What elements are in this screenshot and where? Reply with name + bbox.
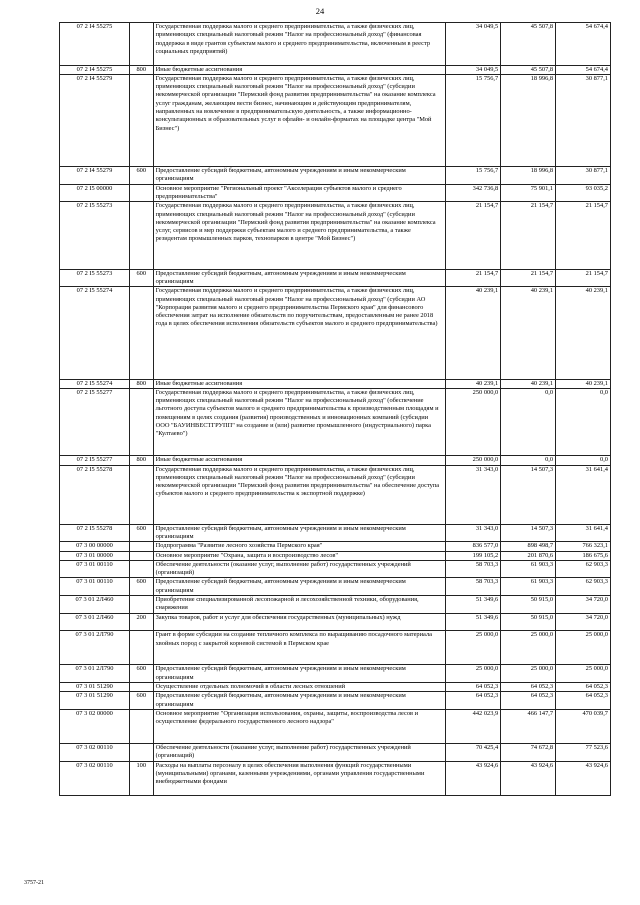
row-expense-type bbox=[129, 465, 153, 524]
table-row bbox=[60, 465, 611, 524]
row-value-1: 21 154,7 bbox=[446, 269, 501, 287]
row-value-1: 15 756,7 bbox=[446, 74, 501, 166]
table-row bbox=[60, 74, 611, 166]
row-value-3: 43 924,6 bbox=[556, 761, 611, 795]
row-description: Иные бюджетные ассигнования bbox=[153, 456, 446, 465]
row-description: Предоставление субсидий бюджетным, автономным учреждениям и иным некоммерческим организациям bbox=[153, 167, 446, 185]
row-expense-type: 200 bbox=[129, 613, 153, 631]
table-row bbox=[60, 596, 611, 614]
row-description: Государственная поддержка малого и среднего предпринимательства, а также физических лиц, применяющих специальный налоговый режим "Налог на профессиональный доход" (субсидии некоммерческой организации "Пермский фонд развития предпринимательства" на оказание комплекса услуг, сервисов и мер поддержки субъектам малого и среднего предпринимательства, а также резидентам промышленных парков, технопарков в центре "Мой Бизнес") bbox=[153, 202, 446, 269]
row-value-2: 45 507,8 bbox=[501, 65, 556, 74]
row-value-2: 64 052,3 bbox=[501, 692, 556, 710]
row-value-1: 64 052,3 bbox=[446, 682, 501, 691]
row-value-3: 77 523,6 bbox=[556, 744, 611, 762]
row-code: 07 2 I4 55275 bbox=[60, 23, 130, 66]
row-expense-type: 600 bbox=[129, 269, 153, 287]
table-row bbox=[60, 167, 611, 185]
row-value-2: 201 870,6 bbox=[501, 551, 556, 560]
row-expense-type bbox=[129, 551, 153, 560]
row-expense-type bbox=[129, 23, 153, 66]
row-description: Государственная поддержка малого и среднего предпринимательства, а также физических лиц, применяющих специальный налоговый режим "Налог на профессиональный доход" (финансовая поддержка в виде грантов субъектам малого и среднего предпринимательства, включенным в реестр социальных предприятий) bbox=[153, 23, 446, 66]
row-value-2: 40 239,1 bbox=[501, 379, 556, 388]
row-code: 07 3 02 00110 bbox=[60, 761, 130, 795]
row-value-2: 40 239,1 bbox=[501, 287, 556, 379]
row-expense-type: 800 bbox=[129, 456, 153, 465]
row-description: Предоставление субсидий бюджетным, автономным учреждениям и иным некоммерческим организациям bbox=[153, 665, 446, 683]
row-expense-type bbox=[129, 74, 153, 166]
row-expense-type bbox=[129, 542, 153, 551]
row-value-1: 58 703,3 bbox=[446, 560, 501, 578]
row-value-2: 25 000,0 bbox=[501, 665, 556, 683]
row-expense-type: 100 bbox=[129, 761, 153, 795]
table-row bbox=[60, 202, 611, 269]
table-row bbox=[60, 578, 611, 596]
table-row bbox=[60, 560, 611, 578]
row-value-1: 15 756,7 bbox=[446, 167, 501, 185]
table-row bbox=[60, 388, 611, 455]
budget-table bbox=[59, 22, 611, 796]
row-value-3: 54 674,4 bbox=[556, 23, 611, 66]
row-code: 07 3 01 51290 bbox=[60, 682, 130, 691]
table-row bbox=[60, 23, 611, 66]
row-description: Государственная поддержка малого и среднего предпринимательства, а также физических лиц, применяющих специальный налоговый режим "Налог на профессиональный доход" (субсидии некоммерческой организации "Пермский фонд развития предпринимательства" на обеспечение доступа субъектов малого и среднего предпринимательства к экспортной поддержке) bbox=[153, 465, 446, 524]
row-value-3: 34 720,0 bbox=[556, 596, 611, 614]
row-description: Закупка товаров, работ и услуг для обеспечения государственных (муниципальных) нужд bbox=[153, 613, 446, 631]
row-description: Грант в форме субсидии на создание тепличного комплекса по выращиванию посадочного материала хвойных пород с закрытой корневой системой в Пермском крае bbox=[153, 631, 446, 665]
row-expense-type bbox=[129, 560, 153, 578]
row-expense-type bbox=[129, 596, 153, 614]
row-code: 07 2 I5 55273 bbox=[60, 269, 130, 287]
row-value-3: 25 000,0 bbox=[556, 665, 611, 683]
row-code: 07 2 I5 55278 bbox=[60, 465, 130, 524]
row-code: 07 3 01 2Л790 bbox=[60, 665, 130, 683]
row-code: 07 2 I4 55279 bbox=[60, 167, 130, 185]
row-code: 07 3 01 2Л460 bbox=[60, 596, 130, 614]
row-value-3: 31 641,4 bbox=[556, 524, 611, 542]
row-value-3: 470 039,7 bbox=[556, 709, 611, 743]
table-row bbox=[60, 613, 611, 631]
row-value-2: 50 915,0 bbox=[501, 613, 556, 631]
row-expense-type bbox=[129, 744, 153, 762]
row-value-3: 34 720,0 bbox=[556, 613, 611, 631]
footer-code: 3757-21 bbox=[24, 880, 44, 886]
row-value-1: 199 105,2 bbox=[446, 551, 501, 560]
row-code: 07 2 I5 55278 bbox=[60, 524, 130, 542]
row-value-3: 31 641,4 bbox=[556, 465, 611, 524]
row-value-3: 54 674,4 bbox=[556, 65, 611, 74]
row-value-3: 30 877,1 bbox=[556, 74, 611, 166]
row-value-1: 836 577,0 bbox=[446, 542, 501, 551]
row-code: 07 2 I5 55274 bbox=[60, 379, 130, 388]
row-expense-type bbox=[129, 202, 153, 269]
row-value-1: 34 049,5 bbox=[446, 23, 501, 66]
row-description: Обеспечение деятельности (оказание услуг, выполнение работ) государственных учреждений (организаций) bbox=[153, 560, 446, 578]
row-code: 07 2 I5 55273 bbox=[60, 202, 130, 269]
row-code: 07 3 02 00110 bbox=[60, 744, 130, 762]
row-value-3: 766 323,1 bbox=[556, 542, 611, 551]
row-description: Основное мероприятие "Региональный проект "Акселерация субъектов малого и среднего предпринимательства" bbox=[153, 184, 446, 202]
row-code: 07 3 01 2Л790 bbox=[60, 631, 130, 665]
row-expense-type bbox=[129, 184, 153, 202]
table-row bbox=[60, 744, 611, 762]
table-row bbox=[60, 269, 611, 287]
row-value-2: 14 507,3 bbox=[501, 465, 556, 524]
row-code: 07 3 01 00110 bbox=[60, 560, 130, 578]
row-value-2: 25 000,0 bbox=[501, 631, 556, 665]
row-value-1: 250 000,0 bbox=[446, 456, 501, 465]
row-expense-type: 800 bbox=[129, 379, 153, 388]
row-description: Предоставление субсидий бюджетным, автономным учреждениям и иным некоммерческим организациям bbox=[153, 269, 446, 287]
row-value-2: 466 147,7 bbox=[501, 709, 556, 743]
row-value-1: 25 000,0 bbox=[446, 631, 501, 665]
row-expense-type: 600 bbox=[129, 578, 153, 596]
row-code: 07 2 I5 55277 bbox=[60, 388, 130, 455]
row-value-1: 342 736,8 bbox=[446, 184, 501, 202]
row-value-3: 30 877,1 bbox=[556, 167, 611, 185]
table-row bbox=[60, 184, 611, 202]
row-value-1: 43 924,6 bbox=[446, 761, 501, 795]
row-description: Расходы на выплаты персоналу в целях обеспечения выполнения функций государственными (муниципальными) органами, казенными учреждениями, органами управления государственными внебюджетными фондами bbox=[153, 761, 446, 795]
row-value-3: 21 154,7 bbox=[556, 269, 611, 287]
row-value-1: 58 703,3 bbox=[446, 578, 501, 596]
row-description: Подпрограмма "Развитие лесного хозяйства Пермского края" bbox=[153, 542, 446, 551]
row-description: Иные бюджетные ассигнования bbox=[153, 65, 446, 74]
row-value-1: 442 023,9 bbox=[446, 709, 501, 743]
row-value-3: 21 154,7 bbox=[556, 202, 611, 269]
row-expense-type bbox=[129, 388, 153, 455]
row-description: Предоставление субсидий бюджетным, автономным учреждениям и иным некоммерческим организациям bbox=[153, 578, 446, 596]
row-value-2: 21 154,7 bbox=[501, 202, 556, 269]
table-row bbox=[60, 682, 611, 691]
row-description: Предоставление субсидий бюджетным, автономным учреждениям и иным некоммерческим организациям bbox=[153, 524, 446, 542]
row-expense-type bbox=[129, 709, 153, 743]
row-value-2: 64 052,3 bbox=[501, 682, 556, 691]
row-description: Приобретение специализированной лесопожарной и лесохозяйственной техники, оборудования, снаряжения bbox=[153, 596, 446, 614]
row-description: Основное мероприятие "Охрана, защита и воспроизводство лесов" bbox=[153, 551, 446, 560]
row-code: 07 3 01 00110 bbox=[60, 578, 130, 596]
row-expense-type bbox=[129, 631, 153, 665]
row-value-2: 45 507,8 bbox=[501, 23, 556, 66]
row-value-3: 40 239,1 bbox=[556, 287, 611, 379]
table-row bbox=[60, 631, 611, 665]
row-value-1: 64 052,3 bbox=[446, 692, 501, 710]
row-value-3: 0,0 bbox=[556, 388, 611, 455]
table-row bbox=[60, 761, 611, 795]
row-value-2: 50 915,0 bbox=[501, 596, 556, 614]
row-value-2: 0,0 bbox=[501, 388, 556, 455]
row-value-2: 14 507,3 bbox=[501, 524, 556, 542]
row-value-3: 0,0 bbox=[556, 456, 611, 465]
row-value-1: 31 343,0 bbox=[446, 465, 501, 524]
row-description: Осуществление отдельных полномочий в области лесных отношений bbox=[153, 682, 446, 691]
row-expense-type: 600 bbox=[129, 524, 153, 542]
row-value-2: 18 996,8 bbox=[501, 74, 556, 166]
row-code: 07 3 02 00000 bbox=[60, 709, 130, 743]
row-value-3: 186 675,6 bbox=[556, 551, 611, 560]
row-value-1: 250 000,0 bbox=[446, 388, 501, 455]
row-description: Государственная поддержка малого и среднего предпринимательства, а также физических лиц, применяющих специальный налоговый режим "Налог на профессиональный доход" (субсидии АО "Корпорация развития малого и среднего предпринимательства Пермского края" для финансового обеспечения затрат на исполнение обязательств по поручительствам, предоставленным не ранее 2018 года в целях обеспечения исполнения обязательств субъектов малого и среднего предпринимательства) bbox=[153, 287, 446, 379]
row-code: 07 3 00 00000 bbox=[60, 542, 130, 551]
row-value-1: 31 343,0 bbox=[446, 524, 501, 542]
row-value-3: 62 903,3 bbox=[556, 578, 611, 596]
page-number: 24 bbox=[315, 6, 325, 16]
row-value-2: 898 498,7 bbox=[501, 542, 556, 551]
table-row bbox=[60, 65, 611, 74]
row-expense-type: 800 bbox=[129, 65, 153, 74]
row-value-3: 25 000,0 bbox=[556, 631, 611, 665]
row-expense-type: 600 bbox=[129, 692, 153, 710]
row-value-2: 43 924,6 bbox=[501, 761, 556, 795]
row-value-1: 51 349,6 bbox=[446, 613, 501, 631]
table-row bbox=[60, 287, 611, 379]
row-value-1: 40 239,1 bbox=[446, 379, 501, 388]
row-code: 07 2 I4 55279 bbox=[60, 74, 130, 166]
row-description: Обеспечение деятельности (оказание услуг, выполнение работ) государственных учреждений (организаций) bbox=[153, 744, 446, 762]
table-row bbox=[60, 379, 611, 388]
table-row bbox=[60, 524, 611, 542]
row-value-3: 64 052,3 bbox=[556, 682, 611, 691]
row-expense-type bbox=[129, 287, 153, 379]
row-value-1: 70 425,4 bbox=[446, 744, 501, 762]
row-code: 07 2 I4 55275 bbox=[60, 65, 130, 74]
row-value-2: 75 901,1 bbox=[501, 184, 556, 202]
row-code: 07 2 I5 00000 bbox=[60, 184, 130, 202]
row-expense-type: 600 bbox=[129, 665, 153, 683]
row-description: Государственная поддержка малого и среднего предпринимательства, а также физических лиц, применяющих специальный налоговый режим "Налог на профессиональный доход" (обеспечение льготного доступа субъектов малого и среднего предпринимательства к производственным площадям и помещениям в целях создания (развития) производственных и инновационных компаний (субсидии ООО "БАУИНВЕСТГРУПП" на создание и (или) развитие промышленного (индустриального) парка "Култаево") bbox=[153, 388, 446, 455]
row-value-2: 74 672,8 bbox=[501, 744, 556, 762]
row-description: Государственная поддержка малого и среднего предпринимательства, а также физических лиц, применяющих специальный налоговый режим "Налог на профессиональный доход" (субсидии некоммерческой организации "Пермский фонд развития предпринимательства" на оказание комплекса услуг гражданам, желающим вести бизнес, начинающим и действующим предпринимателям, направленных на вовлечение в предпринимательскую деятельность, а также информационно-консультационных и образовательных услуг в офлайн- и онлайн-форматах на площадке центра "Мой Бизнес") bbox=[153, 74, 446, 166]
table-row bbox=[60, 665, 611, 683]
row-value-2: 18 996,8 bbox=[501, 167, 556, 185]
row-value-3: 93 035,2 bbox=[556, 184, 611, 202]
row-description: Основное мероприятие "Организация использования, охраны, защиты, воспроизводства лесов и осуществление федерального государственного лесного надзора" bbox=[153, 709, 446, 743]
row-description: Иные бюджетные ассигнования bbox=[153, 379, 446, 388]
row-value-1: 25 000,0 bbox=[446, 665, 501, 683]
row-value-2: 61 903,3 bbox=[501, 578, 556, 596]
row-value-2: 21 154,7 bbox=[501, 269, 556, 287]
row-value-1: 34 049,5 bbox=[446, 65, 501, 74]
row-value-2: 61 903,3 bbox=[501, 560, 556, 578]
row-code: 07 3 01 51290 bbox=[60, 692, 130, 710]
table-row bbox=[60, 551, 611, 560]
row-value-1: 21 154,7 bbox=[446, 202, 501, 269]
row-value-1: 51 349,6 bbox=[446, 596, 501, 614]
row-code: 07 2 I5 55277 bbox=[60, 456, 130, 465]
row-code: 07 3 01 00000 bbox=[60, 551, 130, 560]
row-description: Предоставление субсидий бюджетным, автономным учреждениям и иным некоммерческим организациям bbox=[153, 692, 446, 710]
table-row bbox=[60, 542, 611, 551]
row-value-3: 64 052,3 bbox=[556, 692, 611, 710]
table-row bbox=[60, 456, 611, 465]
row-value-3: 40 239,1 bbox=[556, 379, 611, 388]
table-row bbox=[60, 692, 611, 710]
row-code: 07 2 I5 55274 bbox=[60, 287, 130, 379]
row-code: 07 3 01 2Л460 bbox=[60, 613, 130, 631]
row-expense-type: 600 bbox=[129, 167, 153, 185]
row-expense-type bbox=[129, 682, 153, 691]
row-value-3: 62 903,3 bbox=[556, 560, 611, 578]
table-row bbox=[60, 709, 611, 743]
row-value-1: 40 239,1 bbox=[446, 287, 501, 379]
row-value-2: 0,0 bbox=[501, 456, 556, 465]
